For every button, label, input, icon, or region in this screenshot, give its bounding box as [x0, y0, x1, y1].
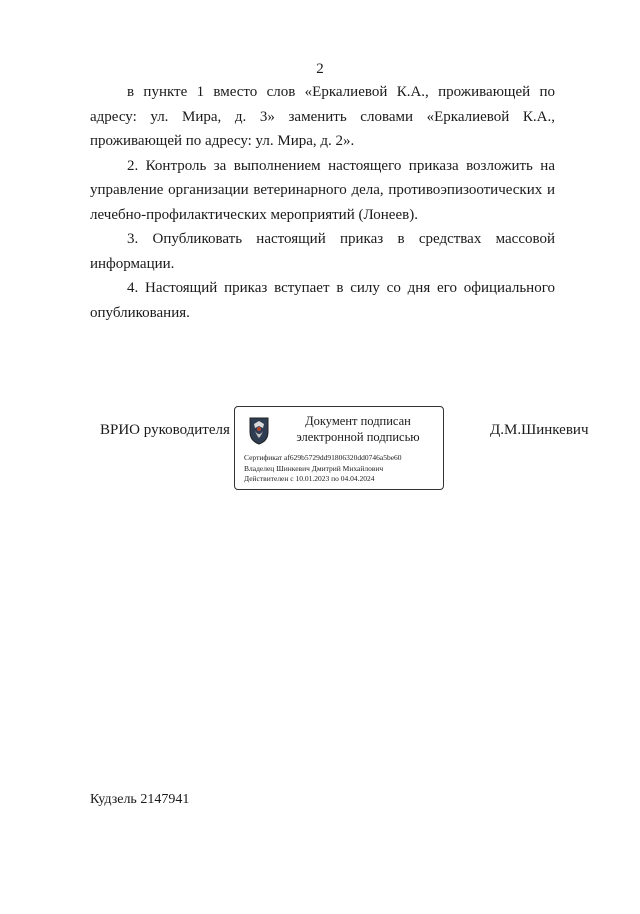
executor-info: Кудзель 2147941: [90, 792, 190, 807]
electronic-signature-stamp: [234, 406, 444, 490]
signer-position: ВРИО руководителя: [100, 422, 230, 438]
stamp-title-line2: электронной подписью: [296, 430, 420, 444]
signature-block: [0, 414, 640, 508]
paragraph-amendment: в пункте 1 вместо слов «Еркалиевой К.А., проживающей по адресу: ул. Мира, д. 3» заменить словами «Еркалиевой К.А., проживающей по адресу: ул. Мира, д. 2».: [90, 84, 555, 149]
signer-name: Д.М.Шинкевич: [490, 422, 589, 438]
stamp-validity: Действителен с 10.01.2023 по 04.04.2024: [244, 474, 375, 483]
paragraph-publish: 3. Опубликовать настоящий приказ в средствах массовой информации.: [90, 231, 555, 272]
stamp-owner: Владелец Шинкевич Дмитрий Михайлович: [244, 463, 384, 473]
page-number: 2: [316, 61, 324, 77]
stamp-title-line1: Документ подписан: [305, 414, 411, 428]
paragraph-effective: 4. Настоящий приказ вступает в силу со дня его официального опубликования.: [90, 280, 555, 321]
coat-of-arms-icon: [247, 415, 271, 445]
stamp-title: [275, 413, 441, 445]
order-text: [90, 80, 555, 325]
paragraph-control: 2. Контроль за выполнением настоящего приказа возложить на управление организации ветеринарного дела, противоэпизоотических и лечебно-профилактических мероприятий (Лонеев).: [90, 157, 555, 223]
stamp-details: [244, 453, 402, 485]
stamp-certificate: Сертификат af629b5729dd91806320dd0746a5be60: [244, 453, 402, 462]
